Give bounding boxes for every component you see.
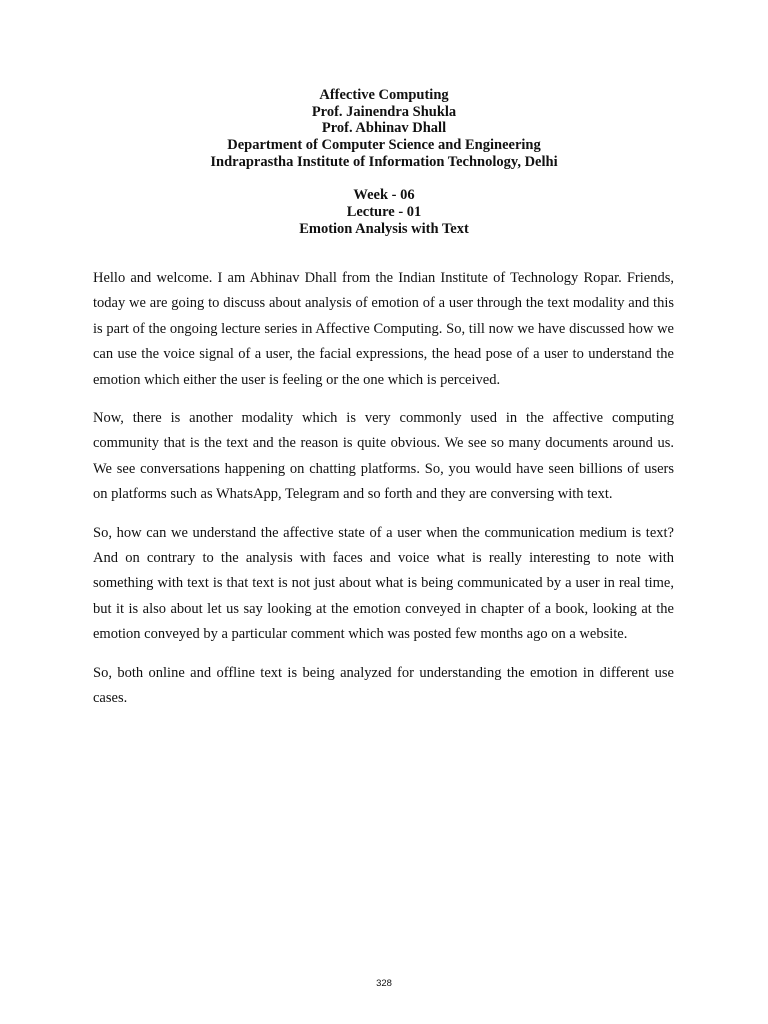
header-spacer: [0, 171, 768, 188]
document-header: [0, 87, 768, 237]
course-title: Affective Computing: [319, 87, 449, 103]
paragraph: Now, there is another modality which is very commonly used in the affective computing community that is the text and the reason is quite obvious. We see so many documents around us. We see conversations happening on chatting platforms. So, you would have seen billions of users on platforms such as WhatsApp, Telegram and so forth and they are conversing with text.: [93, 410, 674, 503]
page-number: 328: [376, 978, 392, 989]
instructor-name: Prof. Jainendra Shukla: [311, 103, 457, 120]
transcript-body: [93, 266, 674, 725]
paragraph: Hello and welcome. I am Abhinav Dhall from the Indian Institute of Technology Ropar. Friends, today we are going to discuss about analysis of emotion of a user through the text modality and this is part of the ongoing lecture series in Affective Computing. So, till now we have discussed how we can use the voice signal of a user, the facial expressions, the head pose of a user to understand the emotion which either the user is feeling or the one which is perceived.: [93, 270, 674, 388]
paragraph: So, both online and offline text is being analyzed for understanding the emotion in different use cases.: [93, 664, 674, 707]
institute-name: Indraprastha Institute of Information Technology, Delhi: [210, 153, 558, 170]
lecture-title: Emotion Analysis with Text: [299, 220, 469, 237]
department-name: Department of Computer Science and Engineering: [227, 137, 541, 154]
instructor-name: Prof. Abhinav Dhall: [321, 120, 447, 137]
paragraph: So, how can we understand the affective state of a user when the communication medium is text? And on contrary to the analysis with faces and voice what is really interesting to note with something with text is that text is not just about what is being communicated by a user in real time, but it is also about let us say looking at the emotion conveyed in chapter of a book, looking at the emotion conveyed by a particular comment which was posted few months ago on a website.: [93, 524, 674, 643]
week-label: Week - 06: [353, 187, 415, 204]
lecture-label: Lecture - 01: [346, 203, 422, 220]
